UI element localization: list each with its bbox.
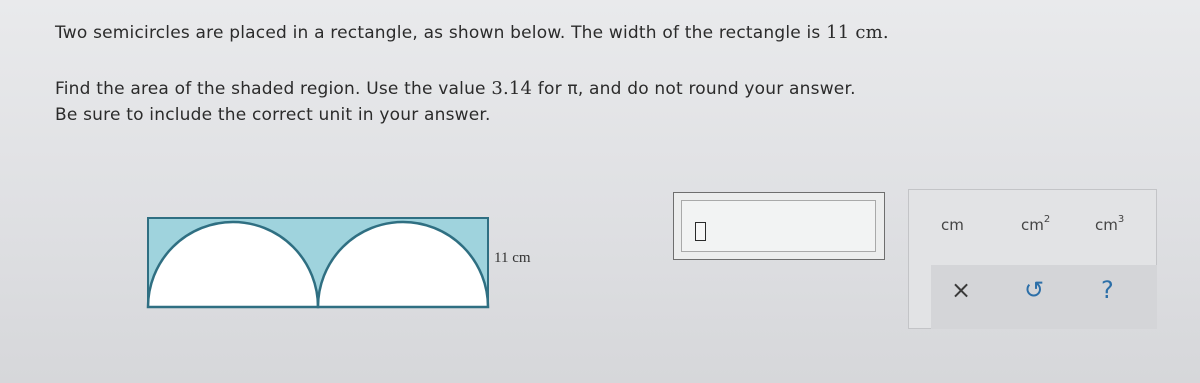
unit-cm-label: cm: [941, 216, 964, 234]
close-icon: ×: [951, 276, 972, 304]
answer-box: [673, 192, 885, 260]
input-caret: [695, 222, 706, 241]
answer-input[interactable]: [681, 200, 876, 252]
question-text-3: Be sure to include the correct unit in your answer.: [55, 105, 491, 125]
unit-cm3-exponent: 3: [1117, 214, 1125, 225]
unit-cm-button[interactable]: [941, 216, 964, 234]
question-line-1: [55, 22, 889, 43]
unit-palette: [908, 189, 1157, 329]
pi-value: 3.14: [491, 78, 533, 99]
question-text-2b: for π, and do not round your answer.: [532, 79, 856, 99]
question-text-2a: Find the area of the shaded region. Use the value: [55, 79, 492, 99]
clear-button[interactable]: [951, 276, 971, 304]
width-value: 11 cm.: [826, 22, 889, 43]
unit-cm3-label: cm: [1095, 216, 1118, 234]
question-line-3: [55, 105, 491, 125]
undo-button[interactable]: [1024, 276, 1044, 304]
unit-cm2-button[interactable]: [1021, 216, 1050, 234]
question-line-2: [55, 78, 856, 99]
undo-icon: ↺: [1024, 276, 1045, 304]
help-button[interactable]: [1101, 276, 1114, 304]
help-icon: ?: [1101, 276, 1114, 304]
unit-cm2-exponent: 2: [1043, 214, 1051, 225]
question-text-1a: Two semicircles are placed in a rectangle, as shown below. The width of the rectangle is: [55, 23, 827, 43]
unit-cm2-label: cm: [1021, 216, 1044, 234]
unit-cm3-button[interactable]: [1095, 216, 1124, 234]
width-label: 11 cm: [494, 250, 531, 266]
semicircles-figure: [146, 214, 494, 314]
